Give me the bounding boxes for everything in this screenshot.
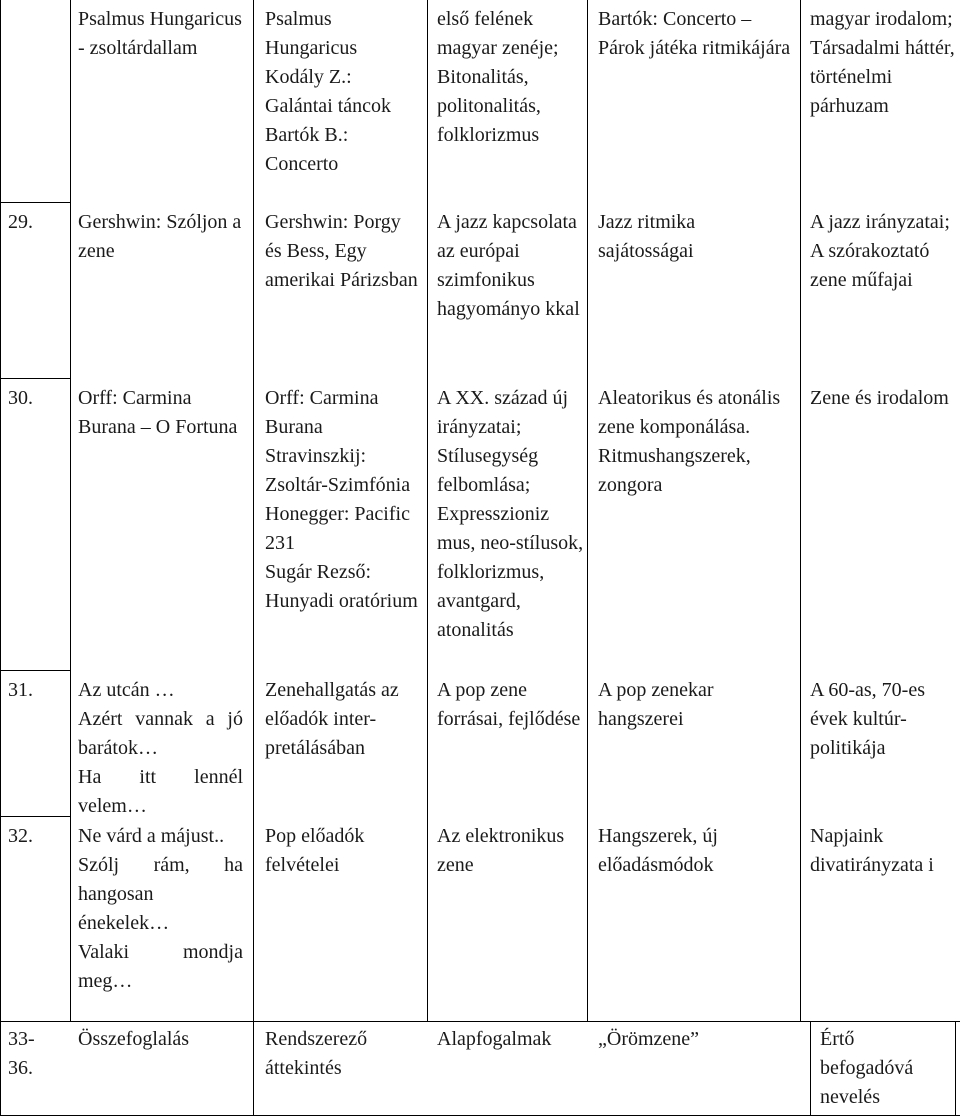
lesson-title: Gershwin: Szóljon a zene — [78, 211, 242, 262]
lesson-topic: Alapfogalmak — [437, 1028, 552, 1050]
column-divider — [587, 0, 588, 1021]
musical-works: Rendszerező áttekintés — [265, 1028, 368, 1079]
column-divider — [427, 0, 428, 1021]
lesson-number: 29. — [8, 211, 33, 233]
cross-curricular-links: Zene és irodalom — [810, 387, 949, 409]
row-divider — [0, 670, 70, 671]
column-divider — [70, 0, 71, 1021]
row-divider — [0, 378, 70, 379]
cross-curricular-links: A jazz irányzatai; A szórakoztató zene műfajai — [810, 211, 950, 291]
lesson-title: Összefoglalás — [78, 1028, 190, 1050]
column-divider — [253, 0, 254, 1116]
table-border-left — [0, 0, 1, 1116]
lesson-number: 30. — [8, 387, 33, 409]
lesson-title: Psalmus Hungaricus - zsoltárdallam — [78, 8, 242, 59]
skills-activities: Bartók: Concerto – Párok játéka ritmikájára — [598, 8, 791, 59]
lesson-topic: Az elektronikus zene — [437, 825, 565, 876]
musical-works: Zenehallgatás az előadók inter-pretálásában — [265, 679, 399, 759]
musical-works: Psalmus Hungaricus Kodály Z.: Galántai táncok Bartók B.: Concerto — [265, 8, 392, 175]
skills-activities: Jazz ritmika sajátosságai — [598, 211, 696, 262]
musical-works: Orff: Carmina Burana Stravinszkij: Zsoltár-Szimfónia Honegger: Pacific 231 Sugár Rezső: Hunyadi oratórium — [265, 387, 418, 612]
lesson-title: Ne várd a májust.. Szólj rám, ha hangosan énekelek… Valaki mondja meg… — [78, 825, 243, 992]
skills-activities: Hangszerek, új előadásmódok — [598, 825, 718, 876]
row-divider — [0, 202, 70, 203]
lesson-title: Az utcán … Azért vannak a jó barátok… Ha itt lennél velem… — [78, 679, 243, 817]
lesson-topic: első felének magyar zenéje; Bitonalitás, politonalitás, folklorizmus — [437, 8, 559, 146]
row-divider — [0, 1021, 960, 1022]
musical-works: Gershwin: Porgy és Bess, Egy amerikai Párizsban — [265, 211, 418, 291]
skills-activities: A pop zenekar hangszerei — [598, 679, 714, 730]
skills-activities: Aleatorikus és atonális zene komponálása. Ritmushangszerek, zongora — [598, 387, 781, 496]
lesson-number: 31. — [8, 679, 33, 701]
column-divider — [810, 1021, 811, 1116]
lesson-title: Orff: Carmina Burana – O Fortuna — [78, 387, 238, 438]
column-divider — [800, 0, 801, 1021]
row-divider — [0, 816, 70, 817]
cross-curricular-links: Napjaink divatirányzata i — [810, 825, 934, 876]
lesson-number: 33- 36. — [8, 1028, 35, 1079]
skills-activities: „Örömzene” — [598, 1028, 700, 1050]
lesson-topic: A pop zene forrásai, fejlődése — [437, 679, 581, 730]
cross-curricular-links: A 60-as, 70-es évek kultúr-politikája — [810, 679, 925, 759]
lesson-number: 32. — [8, 825, 33, 847]
column-divider — [955, 1021, 956, 1116]
musical-works: Pop előadók felvételei — [265, 825, 365, 876]
lesson-topic: A jazz kapcsolata az európai szimfonikus hagyományo kkal — [437, 211, 580, 320]
lesson-topic: A XX. század új irányzatai; Stílusegység felbomlása; Expresszioniz mus, neo-stílusok, folklorizmus, avantgard, atonalitás — [437, 387, 584, 641]
cross-curricular-links: Értő befogadóvá nevelés — [820, 1028, 914, 1108]
cross-curricular-links: magyar irodalom; Társadalmi háttér, történelmi párhuzam — [810, 8, 955, 117]
